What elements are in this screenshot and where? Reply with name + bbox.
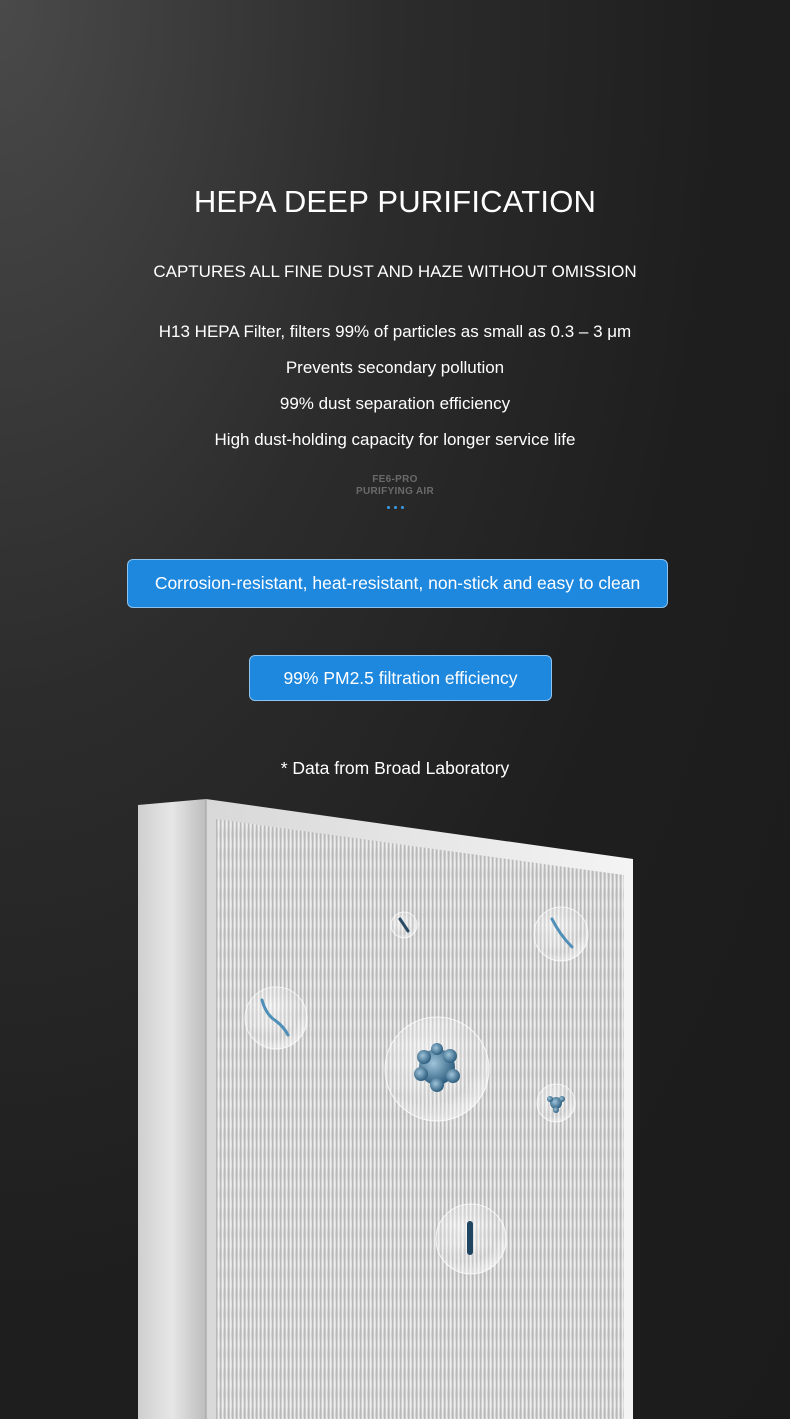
bacteria-icon	[245, 987, 307, 1049]
feature-list	[0, 314, 790, 458]
page-subtitle: CAPTURES ALL FINE DUST AND HAZE WITHOUT OMISSION	[153, 262, 637, 281]
virus-icon	[537, 1084, 575, 1122]
virus-icon	[385, 1017, 489, 1121]
dot-icon	[387, 506, 390, 509]
model-tagline: PURIFYING AIR	[356, 486, 434, 497]
filter-frame-side	[138, 799, 206, 1419]
model-label	[0, 474, 790, 498]
feature-item: H13 HEPA Filter, filters 99% of particles as small as 0.3 – 3 μm	[158, 322, 632, 341]
page-title: HEPA DEEP PURIFICATION	[193, 184, 597, 219]
feature-item: Prevents secondary pollution	[285, 358, 505, 377]
footnote: * Data from Broad Laboratory	[280, 758, 510, 778]
highlight-badge-primary	[127, 559, 668, 608]
model-name: FE6-PRO	[372, 474, 418, 485]
hepa-filter-illustration	[0, 795, 790, 1419]
feature-item: 99% dust separation efficiency	[279, 394, 511, 413]
dot-icon	[394, 506, 397, 509]
dust-icon	[436, 1204, 506, 1274]
highlight-secondary-text: 99% PM2.5 filtration efficiency	[283, 667, 518, 688]
dots-indicator	[0, 506, 790, 509]
dot-icon	[401, 506, 404, 509]
highlight-primary-text: Corrosion-resistant, heat-resistant, non-stick and easy to clean	[154, 573, 641, 593]
bacteria-icon	[534, 907, 588, 961]
feature-item: High dust-holding capacity for longer service life	[214, 430, 576, 449]
particle-bubble-icon	[391, 912, 417, 938]
highlight-badge-secondary	[249, 655, 552, 701]
